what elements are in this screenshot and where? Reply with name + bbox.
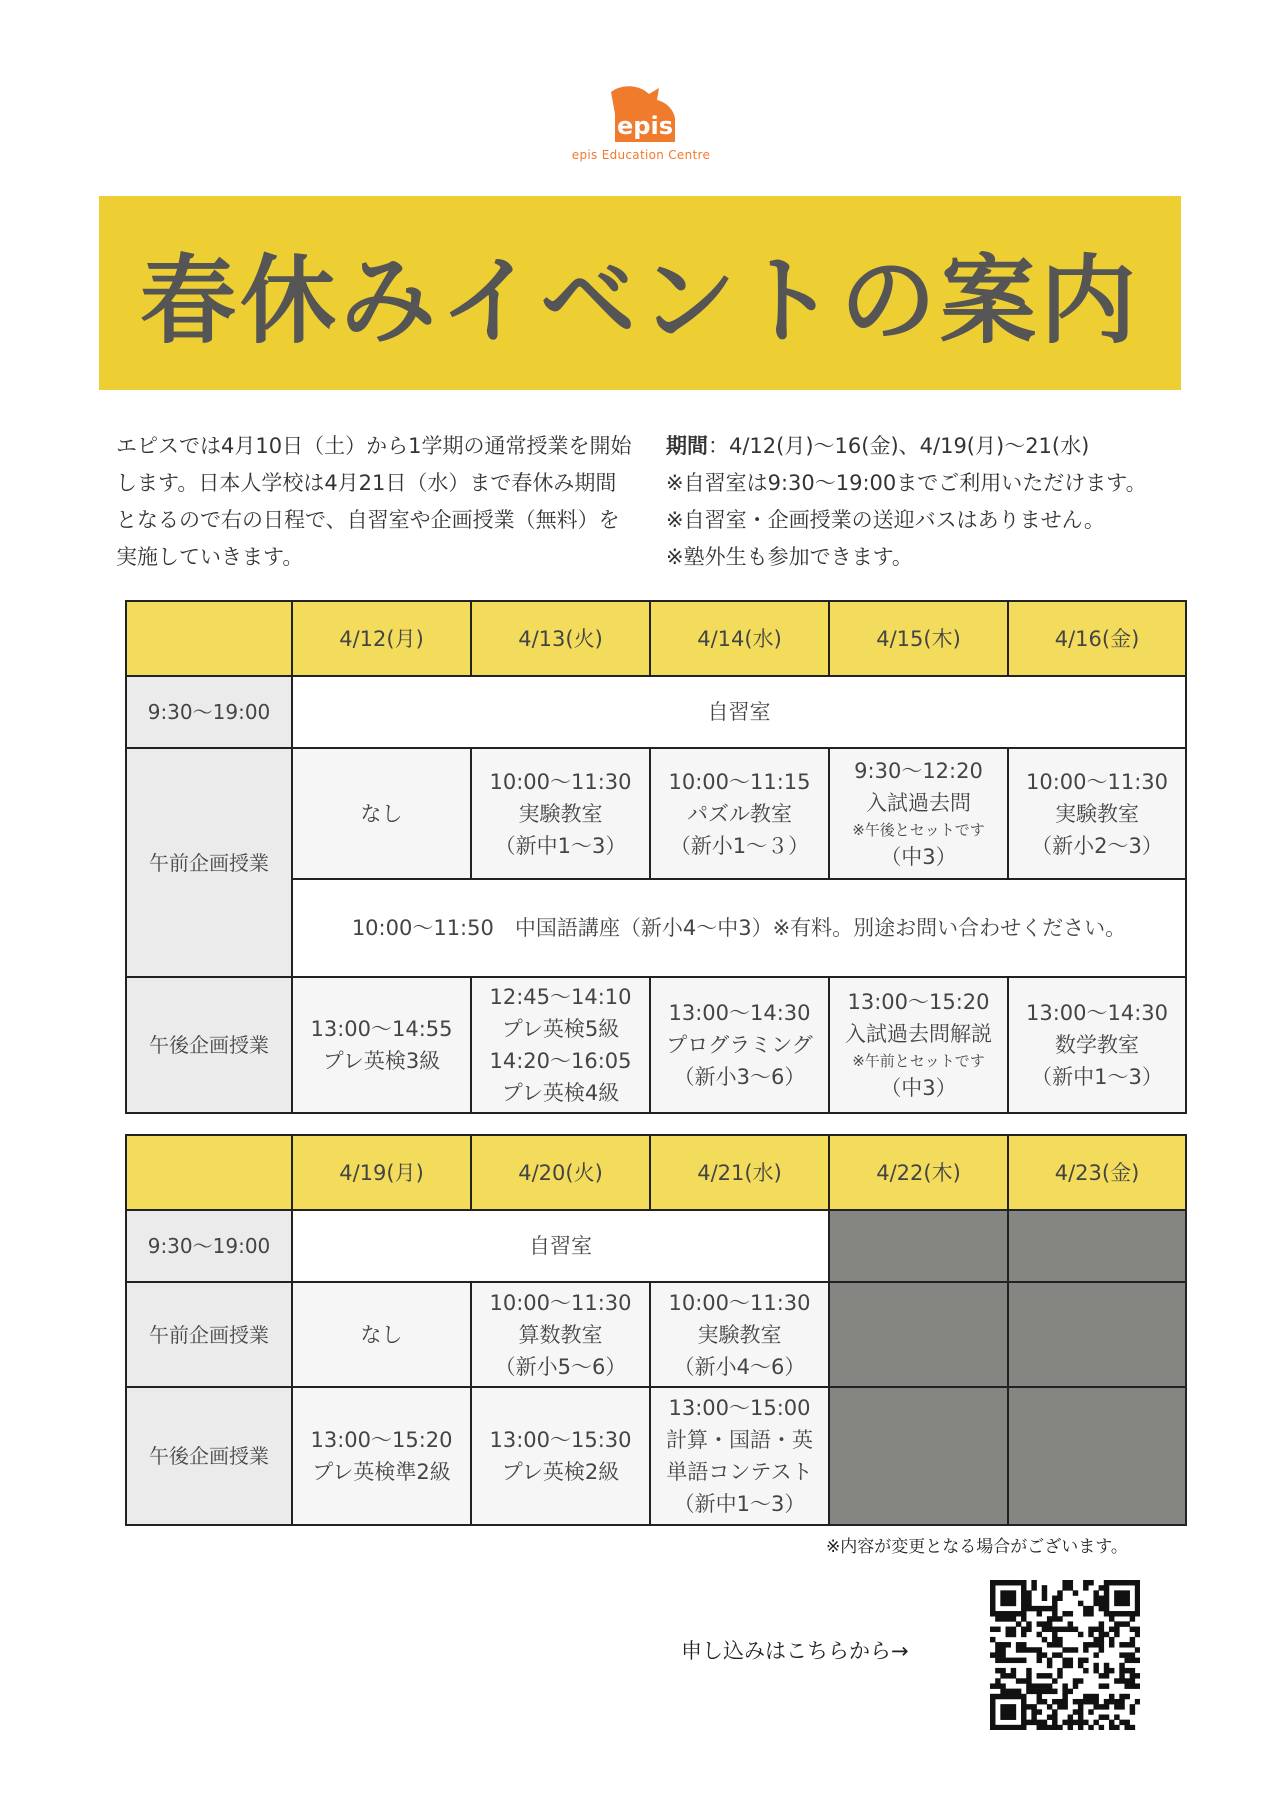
date-header: 4/12(月): [292, 601, 471, 676]
brand-logo: [566, 84, 716, 174]
schedule-table-week2: [125, 1134, 1187, 1526]
period-label: 期間: [666, 434, 708, 458]
row-label-time: 9:30〜19:00: [126, 676, 292, 748]
corner-cell: [126, 601, 292, 676]
date-header: 4/15(木): [829, 601, 1008, 676]
date-header: 4/14(水): [650, 601, 829, 676]
afternoon-cell: 13:00〜15:20 入試過去問解説 ※午前とセットです （中3）: [829, 977, 1008, 1113]
morning-cell: なし: [292, 1282, 471, 1387]
qr-code-icon[interactable]: [990, 1580, 1140, 1730]
morning-cell: 10:00〜11:30 実験教室 （新中1〜3）: [471, 748, 650, 879]
apply-prompt: 申し込みはこちらから→: [681, 1639, 909, 1663]
row-label-time: 9:30〜19:00: [126, 1210, 292, 1282]
self-study-cell: 自習室: [292, 1210, 829, 1282]
event-info: [666, 428, 1226, 576]
afternoon-cell: 13:00〜14:30 数学教室 （新中1〜3）: [1008, 977, 1186, 1113]
epis-logo-icon: [599, 84, 683, 146]
closed-cell: [829, 1210, 1008, 1282]
afternoon-cell: 12:45〜14:10 プレ英検5級 14:20〜16:05 プレ英検4級: [471, 977, 650, 1113]
closed-cell: [1008, 1387, 1186, 1525]
morning-cell: 10:00〜11:30 実験教室 （新小2〜3）: [1008, 748, 1186, 879]
closed-cell: [829, 1282, 1008, 1387]
row-label-afternoon: 午後企画授業: [126, 977, 292, 1113]
afternoon-row: [126, 977, 1186, 1113]
morning-cell: 10:00〜11:15 パズル教室 （新小1〜３）: [650, 748, 829, 879]
page-title: 春休みイベントの案内: [140, 244, 1140, 357]
self-study-row: [126, 676, 1186, 748]
intro-paragraph: エピスでは4月10日（土）から1学期の通常授業を開始します。日本人学校は4月21日（水）まで春休み期間となるので右の日程で、自習室や企画授業（無料）を実施していきます。: [116, 434, 632, 569]
date-header: 4/23(金): [1008, 1135, 1186, 1210]
date-header: 4/16(金): [1008, 601, 1186, 676]
afternoon-cell: 13:00〜15:20 プレ英検準2級: [292, 1387, 471, 1525]
afternoon-cell: 13:00〜15:30 プレ英検2級: [471, 1387, 650, 1525]
title-banner: [99, 196, 1181, 390]
period-value: ：4/12(月)〜16(金)、4/19(月)〜21(水): [708, 434, 1090, 458]
info-note: ※自習室は9:30〜19:00までご利用いただけます。: [666, 471, 1147, 495]
row-label-afternoon: 午後企画授業: [126, 1387, 292, 1525]
morning-cell: 10:00〜11:30 実験教室 （新小4〜6）: [650, 1282, 829, 1387]
chinese-course-cell: 10:00〜11:50 中国語講座（新小4〜中3）※有料。別途お問い合わせください。: [292, 879, 1186, 977]
morning-row: [126, 748, 1186, 879]
date-header: 4/19(月): [292, 1135, 471, 1210]
row-label-morning: 午前企画授業: [126, 748, 292, 977]
morning-cell: なし: [292, 748, 471, 879]
morning-cell: 10:00〜11:30 算数教室 （新小5〜6）: [471, 1282, 650, 1387]
date-header: 4/20(火): [471, 1135, 650, 1210]
period-line: [666, 428, 1226, 465]
morning-cell: 9:30〜12:20 入試過去問 ※午後とセットです （中3）: [829, 748, 1008, 879]
morning-row: [126, 1282, 1186, 1387]
closed-cell: [829, 1387, 1008, 1525]
svg-text:epis: epis: [617, 112, 673, 140]
date-header-row: [126, 601, 1186, 676]
row-label-morning: 午前企画授業: [126, 1282, 292, 1387]
afternoon-row: [126, 1387, 1186, 1525]
date-header: 4/21(水): [650, 1135, 829, 1210]
closed-cell: [1008, 1282, 1186, 1387]
corner-cell: [126, 1135, 292, 1210]
info-note: ※塾外生も参加できます。: [666, 545, 913, 569]
afternoon-cell: 13:00〜14:30 プログラミング （新小3〜6）: [650, 977, 829, 1113]
schedule-table-week1: [125, 600, 1187, 1114]
self-study-row: [126, 1210, 1186, 1282]
self-study-cell: 自習室: [292, 676, 1186, 748]
change-notice: ※内容が変更となる場合がございます。: [826, 1537, 1128, 1557]
date-header: 4/22(木): [829, 1135, 1008, 1210]
date-header-row: [126, 1135, 1186, 1210]
afternoon-cell: 13:00〜15:00 計算・国語・英 単語コンテスト （新中1〜3）: [650, 1387, 829, 1525]
logo-subtitle: epis Education Centre: [571, 148, 711, 162]
date-header: 4/13(火): [471, 601, 650, 676]
info-note: ※自習室・企画授業の送迎バスはありません。: [666, 508, 1105, 532]
afternoon-cell: 13:00〜14:55 プレ英検3級: [292, 977, 471, 1113]
closed-cell: [1008, 1210, 1186, 1282]
